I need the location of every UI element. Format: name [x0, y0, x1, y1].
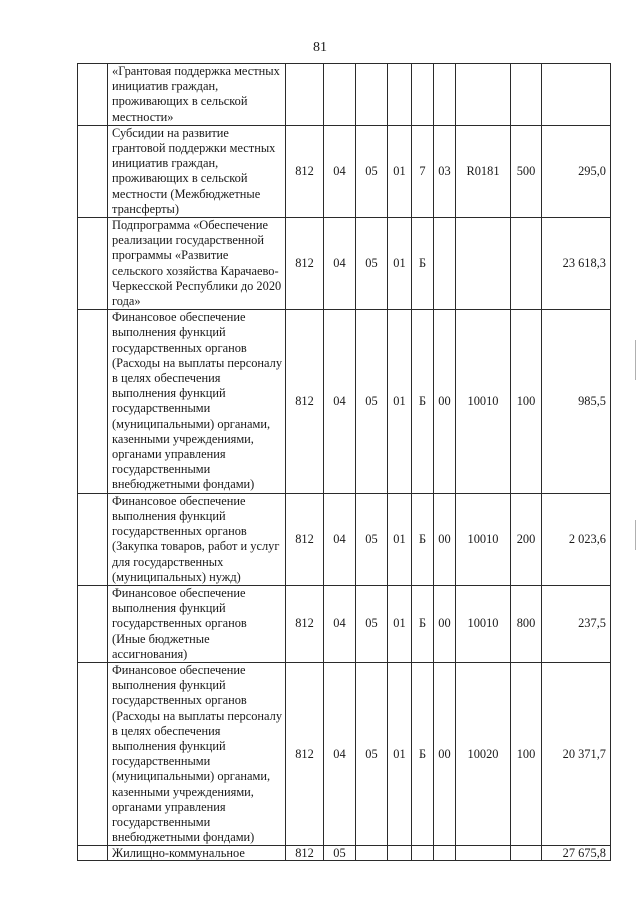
table-row: [78, 218, 611, 310]
subsection-code-cell: 05: [356, 310, 388, 493]
name-cell: Финансовое обеспечение выполнения функций государственных органов (Закупка товаров, работ и услуг для государственных (муниципальных) нужд): [108, 493, 286, 585]
expense-type-cell: [511, 218, 542, 310]
expense-type-cell: [511, 64, 542, 126]
subsection-code-cell: 05: [356, 662, 388, 845]
expense-type-cell: 100: [511, 310, 542, 493]
row-number-cell: [78, 662, 108, 845]
row-number-cell: [78, 846, 108, 861]
target-code-4-cell: 10010: [456, 493, 511, 585]
target-code-4-cell: [456, 218, 511, 310]
subsection-code-cell: 05: [356, 585, 388, 662]
amount-cell: 985,5: [542, 310, 611, 493]
target-code-4-cell: [456, 846, 511, 861]
section-code-cell: 04: [324, 310, 356, 493]
ministry-code-cell: 812: [286, 493, 324, 585]
name-cell: Финансовое обеспечение выполнения функций государственных органов (Расходы на выплаты персоналу в целях обеспечения выполнения функций государственными (муниципальными) органами, казенными учреждениями, органами управления государственными внебюджетными фондами): [108, 662, 286, 845]
target-code-3-cell: 00: [434, 310, 456, 493]
target-code-2-cell: Б: [412, 585, 434, 662]
name-cell: Финансовое обеспечение выполнения функций государственных органов (Иные бюджетные ассигнования): [108, 585, 286, 662]
ministry-code-cell: 812: [286, 585, 324, 662]
table-row: [78, 662, 611, 845]
target-code-1-cell: 01: [388, 585, 412, 662]
target-code-4-cell: 10010: [456, 310, 511, 493]
table-row: [78, 585, 611, 662]
ministry-code-cell: 812: [286, 218, 324, 310]
table-row: [78, 125, 611, 217]
section-code-cell: 04: [324, 218, 356, 310]
target-code-2-cell: [412, 64, 434, 126]
subsection-code-cell: 05: [356, 493, 388, 585]
ministry-code-cell: [286, 64, 324, 126]
target-code-1-cell: 01: [388, 125, 412, 217]
amount-cell: [542, 64, 611, 126]
target-code-1-cell: [388, 846, 412, 861]
expense-type-cell: [511, 846, 542, 861]
expense-type-cell: 100: [511, 662, 542, 845]
target-code-1-cell: 01: [388, 493, 412, 585]
target-code-3-cell: [434, 218, 456, 310]
target-code-1-cell: 01: [388, 662, 412, 845]
section-code-cell: 04: [324, 585, 356, 662]
expense-type-cell: 800: [511, 585, 542, 662]
name-cell: Субсидии на развитие грантовой поддержки местных инициатив граждан, проживающих в сельской местности (Межбюджетные трансферты): [108, 125, 286, 217]
amount-cell: 27 675,8: [542, 846, 611, 861]
amount-cell: 237,5: [542, 585, 611, 662]
section-code-cell: 05: [324, 846, 356, 861]
target-code-2-cell: Б: [412, 310, 434, 493]
section-code-cell: 04: [324, 662, 356, 845]
amount-cell: 23 618,3: [542, 218, 611, 310]
target-code-3-cell: 03: [434, 125, 456, 217]
name-cell: «Грантовая поддержка местных инициатив граждан, проживающих в сельской местности»: [108, 64, 286, 126]
subsection-code-cell: 05: [356, 218, 388, 310]
table-row: [78, 64, 611, 126]
ministry-code-cell: 812: [286, 310, 324, 493]
subsection-code-cell: 05: [356, 125, 388, 217]
target-code-2-cell: [412, 846, 434, 861]
target-code-4-cell: R0181: [456, 125, 511, 217]
ministry-code-cell: 812: [286, 662, 324, 845]
target-code-3-cell: [434, 846, 456, 861]
row-number-cell: [78, 585, 108, 662]
budget-table: [77, 63, 611, 861]
row-number-cell: [78, 493, 108, 585]
target-code-1-cell: 01: [388, 310, 412, 493]
subsection-code-cell: [356, 846, 388, 861]
name-cell: Финансовое обеспечение выполнения функций государственных органов (Расходы на выплаты персоналу в целях обеспечения выполнения функций государственными (муниципальными) органами, казенными учреждениями, органами управления государственными внебюджетными фондами): [108, 310, 286, 493]
row-number-cell: [78, 125, 108, 217]
target-code-1-cell: [388, 64, 412, 126]
row-number-cell: [78, 218, 108, 310]
section-code-cell: 04: [324, 493, 356, 585]
amount-cell: 295,0: [542, 125, 611, 217]
expense-type-cell: 200: [511, 493, 542, 585]
target-code-2-cell: 7: [412, 125, 434, 217]
amount-cell: 20 371,7: [542, 662, 611, 845]
target-code-3-cell: 00: [434, 493, 456, 585]
row-number-cell: [78, 310, 108, 493]
page-number: 81: [313, 40, 327, 55]
scan-edge-mark: [635, 520, 636, 550]
name-cell: Подпрограмма «Обеспечение реализации государственной программы «Развитие сельского хозяйства Карачаево-Черкесской Республики до 2020 года»: [108, 218, 286, 310]
table-row: [78, 493, 611, 585]
table-row: [78, 310, 611, 493]
subsection-code-cell: [356, 64, 388, 126]
row-number-cell: [78, 64, 108, 126]
target-code-4-cell: 10010: [456, 585, 511, 662]
expense-type-cell: 500: [511, 125, 542, 217]
target-code-2-cell: Б: [412, 662, 434, 845]
section-code-cell: 04: [324, 125, 356, 217]
target-code-3-cell: 00: [434, 662, 456, 845]
section-code-cell: [324, 64, 356, 126]
scan-edge-mark: [635, 340, 636, 380]
target-code-1-cell: 01: [388, 218, 412, 310]
ministry-code-cell: 812: [286, 846, 324, 861]
target-code-2-cell: Б: [412, 493, 434, 585]
target-code-2-cell: Б: [412, 218, 434, 310]
target-code-4-cell: 10020: [456, 662, 511, 845]
name-cell: Жилищно-коммунальное: [108, 846, 286, 861]
target-code-3-cell: 00: [434, 585, 456, 662]
ministry-code-cell: 812: [286, 125, 324, 217]
target-code-3-cell: [434, 64, 456, 126]
amount-cell: 2 023,6: [542, 493, 611, 585]
table-row: [78, 846, 611, 861]
target-code-4-cell: [456, 64, 511, 126]
